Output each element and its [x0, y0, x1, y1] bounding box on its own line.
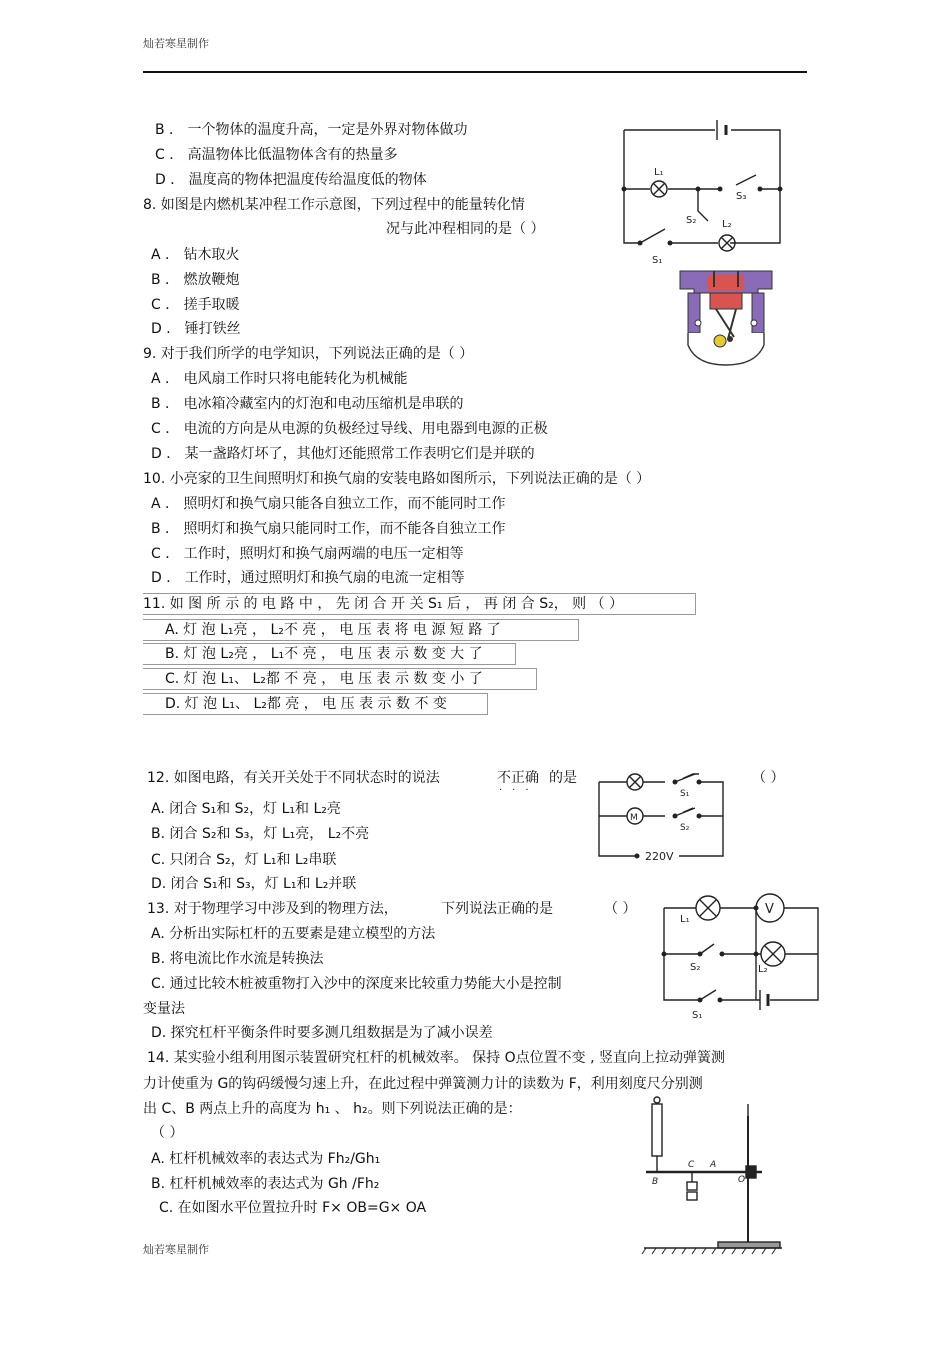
q13-stem-b: 下列说法正确的是	[441, 901, 553, 917]
c2-label-m: M	[630, 813, 638, 823]
lever-label-c: C	[688, 1160, 695, 1170]
q8-option-b: B ． 燃放鞭炮	[151, 272, 240, 288]
lever-label-a: A	[710, 1160, 717, 1170]
q7-option-b: B ． 一个物体的温度升高，一定是外界对物体做功	[155, 122, 468, 138]
q14-option-a: A. 杠杆机械效率的表达式为 Fh₂/Gh₁	[151, 1151, 381, 1167]
c3-label-s1: S₁	[692, 1010, 703, 1021]
q8-option-c: C ． 搓手取暖	[151, 297, 240, 313]
q12-stem-emphasis: 不正确	[497, 770, 539, 786]
q14-stem-line1: 14. 某实验小组利用图示装置研究杠杆的机械效率。 保持 O点位置不变 , 竖直向上拉动弹簧测	[147, 1050, 725, 1066]
q9-stem: 9. 对于我们所学的电学知识，下列说法正确的是（ ）	[143, 346, 474, 362]
q13-paren: （ ）	[604, 901, 637, 917]
c3-label-l1: L₁	[680, 914, 690, 925]
lever-apparatus-diagram	[640, 1096, 785, 1256]
q12-stem-a: 12. 如图电路，有关开关处于不同状态时的说法	[147, 770, 440, 786]
page-footer: 灿若寒星制作	[143, 1243, 209, 1256]
q9-option-a: A ． 电风扇工作时只将电能转化为机械能	[151, 371, 408, 387]
engine-stroke-diagram	[676, 265, 776, 367]
q7-option-d: D ． 温度高的物体把温度传给温度低的物体	[155, 172, 427, 188]
c1-label-s1: S₁	[652, 255, 663, 266]
q14-stem-line2: 力计使重为 G的钩码缓慢匀速上升，在此过程中弹簧测力计的读数为 F，利用刻度尺分别测	[143, 1076, 703, 1092]
q8-stem-line1: 8. 如图是内燃机某冲程工作示意图，下列过程中的能量转化情	[143, 197, 525, 213]
c1-label-s2: S₂	[686, 215, 697, 226]
lever-label-b: B	[652, 1177, 659, 1187]
q11-option-b: B. 灯 泡 L₂亮 ， L₁不 亮 ， 电 压 表 示 数 变 大 了	[165, 646, 483, 662]
c2-label-s2: S₂	[680, 823, 690, 833]
q10-stem: 10. 小亮家的卫生间照明灯和换气扇的安装电路如图所示，下列说法正确的是（ ）	[143, 471, 651, 487]
circuit-diagram-2	[595, 768, 730, 863]
q13-option-a: A. 分析出实际杠杆的五要素是建立模型的方法	[151, 926, 436, 942]
q12-option-d: D. 闭合 S₁和 S₃，灯 L₁和 L₂并联	[151, 876, 357, 892]
header-rule	[143, 71, 807, 73]
q9-option-b: B ． 电冰箱冷藏室内的灯泡和电动压缩机是串联的	[151, 396, 464, 412]
q8-stem-line2: 况与此冲程相同的是（ ）	[386, 221, 545, 237]
circuit-diagram-1	[610, 115, 790, 270]
q10-option-a: A ． 照明灯和换气扇只能各自独立工作，而不能同时工作	[151, 496, 506, 512]
c3-label-v: V	[765, 902, 774, 917]
q13-option-c-line2: 变量法	[143, 1001, 185, 1017]
c3-label-s2: S₂	[690, 962, 701, 973]
page-header: 灿若寒星制作	[143, 37, 209, 50]
c1-label-l1: L₁	[654, 167, 664, 178]
q14-option-c: C. 在如图水平位置拉升时 F× OB=G× OA	[159, 1200, 427, 1216]
q8-option-d: D ． 锤打铁丝	[151, 321, 241, 337]
q13-option-d: D. 探究杠杆平衡条件时要多测几组数据是为了减小误差	[151, 1025, 493, 1041]
q11-option-a: A. 灯 泡 L₁亮 ， L₂不 亮 ， 电 压 表 将 电 源 短 路 了	[165, 622, 501, 638]
q7-option-c: C ． 高温物体比低温物体含有的热量多	[155, 147, 398, 163]
q13-option-b: B. 将电流比作水流是转换法	[151, 951, 324, 967]
q13-stem-a: 13. 对于物理学习中涉及到的物理方法，	[147, 901, 398, 917]
c3-label-l2: L₂	[758, 964, 768, 975]
q13-option-c-line1: C. 通过比较木桩被重物打入沙中的深度来比较重力势能大小是控制	[151, 976, 562, 992]
circuit-diagram-3	[660, 892, 825, 1022]
q10-option-b: B ． 照明灯和换气扇只能同时工作，而不能各自独立工作	[151, 521, 506, 537]
q12-emphasis-dots: ···	[499, 785, 539, 796]
c2-label-220v: 220V	[645, 850, 674, 863]
q12-paren: （ ）	[752, 770, 785, 786]
q12-option-c: C. 只闭合 S₂，灯 L₁和 L₂串联	[151, 852, 337, 868]
q14-paren: （ ）	[151, 1125, 184, 1141]
q12-stem-c: 的是	[549, 770, 577, 786]
c1-label-l2: L₂	[722, 219, 732, 230]
q11-stem: 11. 如 图 所 示 的 电 路 中 ， 先 闭 合 开 关 S₁ 后 ， 再 闭 合 S₂， 则 （ ）	[143, 596, 624, 612]
q14-stem-line3: 出 C、B 两点上升的高度为 h₁ 、 h₂。则下列说法正确的是：	[143, 1101, 522, 1117]
c1-label-s3: S₃	[736, 191, 747, 202]
q8-option-a: A ． 钻木取火	[151, 247, 240, 263]
q12-option-a: A. 闭合 S₁和 S₂，灯 L₁和 L₂亮	[151, 801, 341, 817]
q9-option-c: C ． 电流的方向是从电源的负极经过导线、用电器到电源的正极	[151, 421, 548, 437]
lever-label-o: O	[738, 1175, 746, 1185]
q9-option-d: D ． 某一盏路灯坏了，其他灯还能照常工作表明它们是并联的	[151, 446, 535, 462]
q11-option-c: C. 灯 泡 L₁、 L₂都 不 亮 ， 电 压 表 示 数 变 小 了	[165, 671, 483, 687]
q12-option-b: B. 闭合 S₂和 S₃，灯 L₁亮， L₂不亮	[151, 826, 370, 842]
q10-option-d: D ． 工作时，通过照明灯和换气扇的电流一定相等	[151, 570, 465, 586]
c2-label-s1: S₁	[680, 789, 690, 799]
q11-option-d: D. 灯 泡 L₁、 L₂都 亮 ， 电 压 表 示 数 不 变	[165, 696, 447, 712]
q14-option-b: B. 杠杆机械效率的表达式为 Gh /Fh₂	[151, 1176, 380, 1192]
q10-option-c: C ． 工作时，照明灯和换气扇两端的电压一定相等	[151, 546, 464, 562]
